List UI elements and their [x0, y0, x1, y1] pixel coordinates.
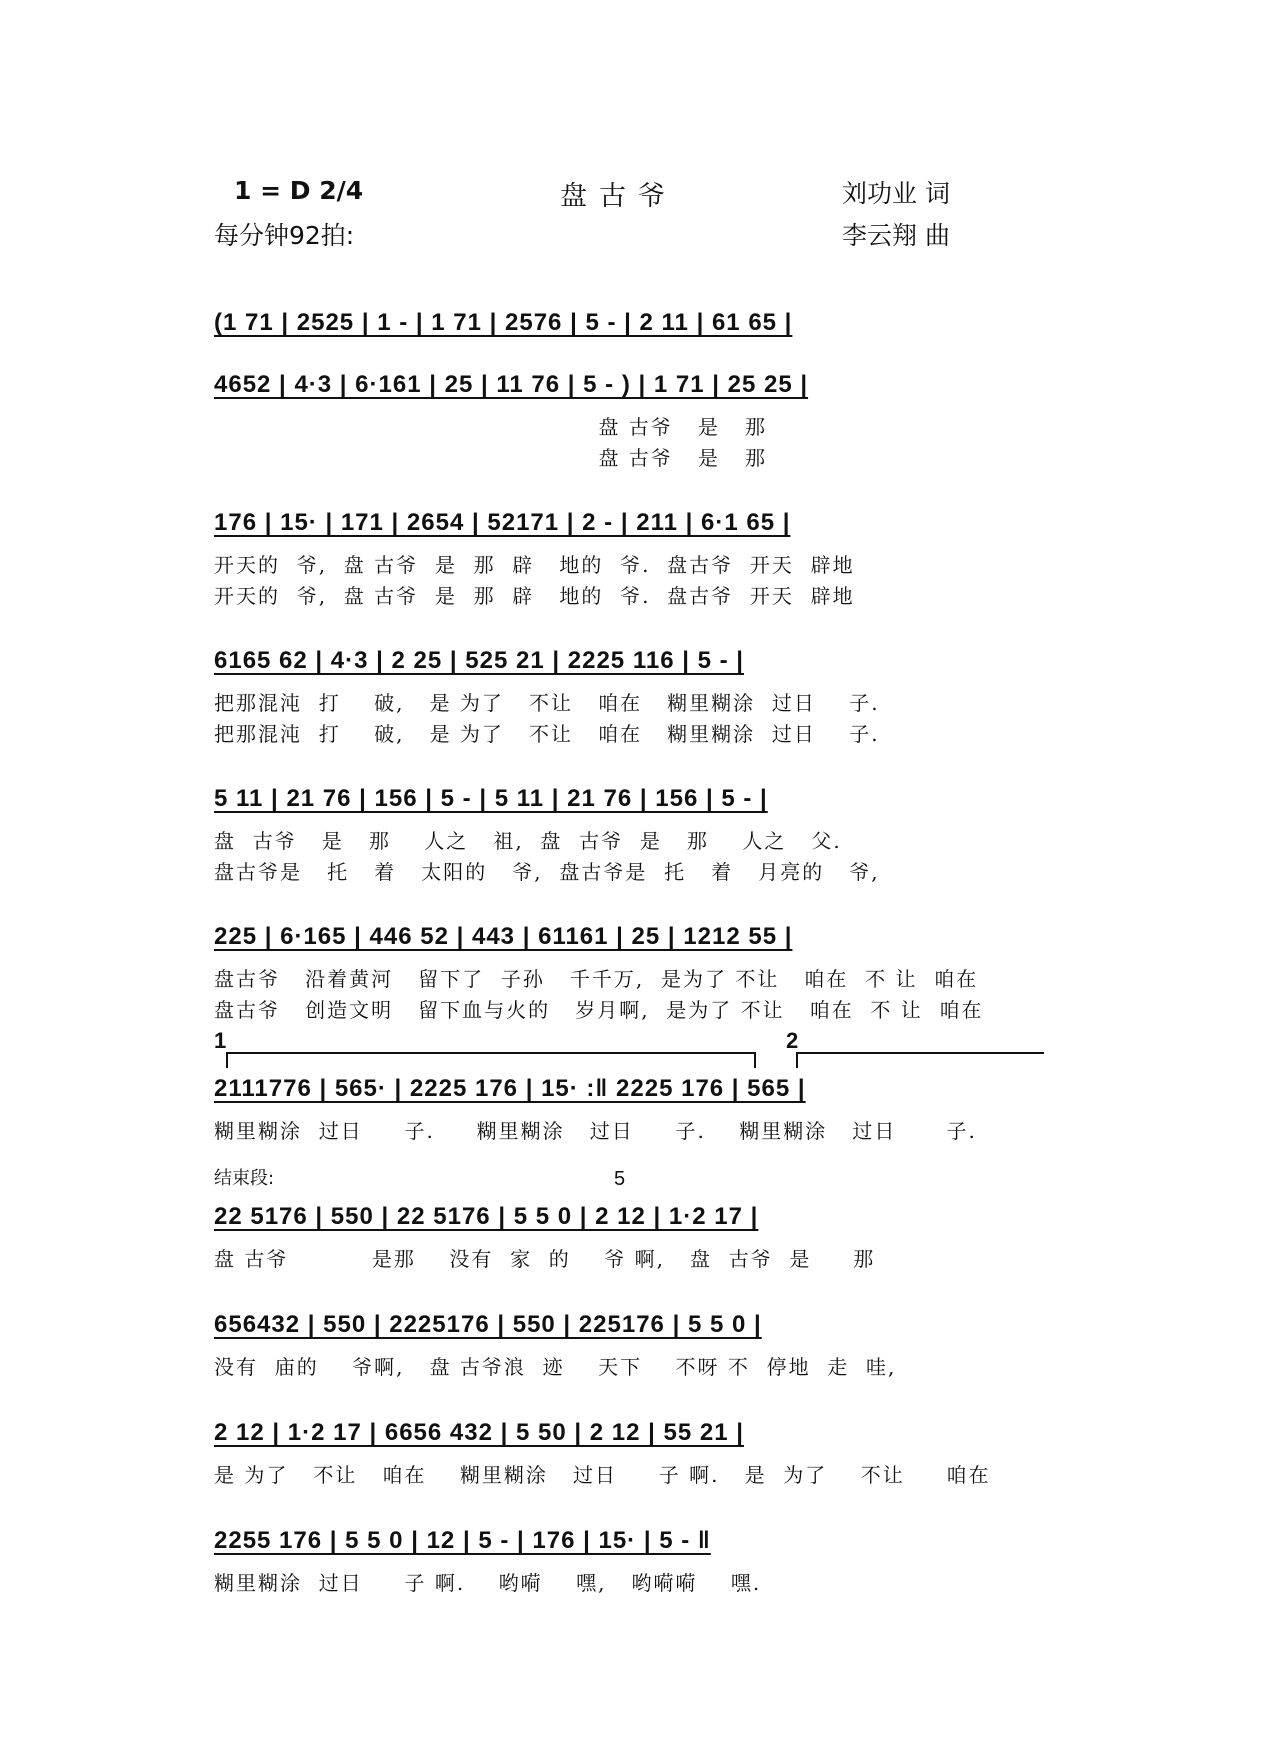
- key-signature: 1 = D 2/4: [234, 176, 364, 205]
- lyric-line: 把那混沌 打 破, 是 为了 不让 咱在 糊里糊涂 过日 子.: [214, 722, 880, 746]
- score-system: [214, 1416, 1064, 1491]
- lyric-line: 没有 庙的 爷啊, 盘 古爷浪 迹 天下 不呀 不 停地 走 哇,: [214, 1355, 897, 1379]
- lyric-line: 盘 古爷 是那 没有 家 的 爷 啊, 盘 古爷 是 那: [214, 1247, 876, 1271]
- lyric-line: 是 为了 不让 咱在 糊里糊涂 过日 子 啊. 是 为了 不让 咱在: [214, 1463, 991, 1487]
- score-system: [214, 1072, 1064, 1147]
- volta-first-bracket: [226, 1052, 756, 1068]
- score-system: [214, 1524, 1064, 1599]
- notation-line: (1 71 | 2525 | 1 - | 1 71 | 2576 | 5 - | 2 11 | 61 65 |: [214, 309, 793, 336]
- lyric-line: 把那混沌 打 破, 是 为了 不让 咱在 糊里糊涂 过日 子.: [214, 691, 880, 715]
- notation-line: 6165 62 | 4·3 | 2 25 | 525 21 | 2225 116 | 5 - |: [214, 647, 744, 674]
- volta-second-bracket: [796, 1052, 1044, 1068]
- song-title: 盘古爷: [560, 181, 677, 212]
- score-system: [214, 782, 1064, 888]
- lyric-line: 盘 古爷 是 那: [214, 415, 767, 439]
- score-system: [214, 1308, 1064, 1383]
- lyric-line: 糊里糊涂 过日 子. 糊里糊涂 过日 子. 糊里糊涂 过日 子.: [214, 1119, 977, 1143]
- score-system: [214, 644, 1064, 750]
- measure-number: 5: [614, 1168, 626, 1190]
- lyric-line: 开天的 爷, 盘 古爷 是 那 辟 地的 爷. 盘古爷 开天 辟地: [214, 553, 855, 577]
- lyric-line: 盘 古爷 是 那: [214, 446, 767, 470]
- lyric-line: 盘古爷是 托 着 太阳的 爷, 盘古爷是 托 着 月亮的 爷,: [214, 860, 880, 884]
- notation-line: 176 | 15· | 171 | 2654 | 52171 | 2 - | 211 | 6·1 65 |: [214, 509, 791, 536]
- coda-label: 结束段:: [214, 1168, 275, 1189]
- notation-line: 225 | 6·165 | 446 52 | 443 | 61161 | 25 | 1212 55 |: [214, 923, 793, 950]
- lyric-line: 盘古爷 创造文明 留下血与火的 岁月啊, 是为了 不让 咱在 不 让 咱在: [214, 998, 984, 1022]
- tempo: 每分钟92拍:: [214, 221, 355, 250]
- score-system: [214, 1200, 1064, 1275]
- lyricist: 刘功业 词: [842, 179, 950, 208]
- volta-first-number: 1: [214, 1028, 227, 1053]
- lyric-line: 开天的 爷, 盘 古爷 是 那 辟 地的 爷. 盘古爷 开天 辟地: [214, 584, 855, 608]
- notation-line: 2111776 | 565· | 2225 176 | 15· :‖ 2225 176 | 565 |: [214, 1075, 806, 1102]
- score-system: [214, 368, 1064, 474]
- lyric-line: 糊里糊涂 过日 子 啊. 哟嗬 嘿, 哟嗬嗬 嘿.: [214, 1571, 762, 1595]
- notation-line: 4652 | 4·3 | 6·161 | 25 | 11 76 | 5 - ) | 1 71 | 25 25 |: [214, 371, 809, 398]
- composer: 李云翔 曲: [842, 221, 950, 250]
- notation-line: 2 12 | 1·2 17 | 6656 432 | 5 50 | 2 12 | 55 21 |: [214, 1419, 744, 1446]
- lyric-line: 盘 古爷 是 那 人之 祖, 盘 古爷 是 那 人之 父.: [214, 829, 842, 853]
- notation-line: 5 11 | 21 76 | 156 | 5 - | 5 11 | 21 76 | 156 | 5 - |: [214, 785, 768, 812]
- lyric-line: 盘古爷 沿着黄河 留下了 子孙 千千万, 是为了 不让 咱在 不 让 咱在: [214, 967, 979, 991]
- score-system: [214, 506, 1064, 612]
- notation-line: 2255 176 | 5 5 0 | 12 | 5 - | 176 | 15· | 5 - ‖: [214, 1527, 711, 1554]
- score-system: [214, 306, 1064, 340]
- notation-line: 22 5176 | 550 | 22 5176 | 5 5 0 | 2 12 | 1·2 17 |: [214, 1203, 759, 1230]
- volta-second-number: 2: [786, 1028, 799, 1053]
- score-system: [214, 920, 1064, 1026]
- notation-line: 656432 | 550 | 2225176 | 550 | 225176 | 5 5 0 |: [214, 1311, 762, 1338]
